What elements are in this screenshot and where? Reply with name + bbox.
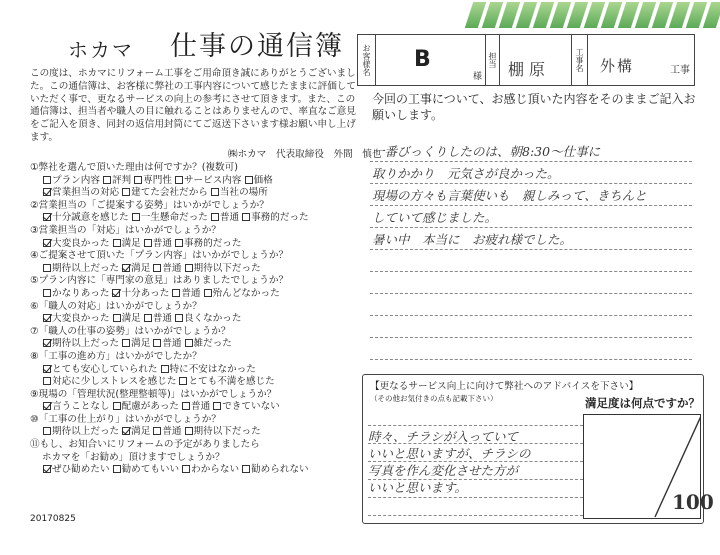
checkbox[interactable] <box>161 365 169 373</box>
question-text: ③営業担当の「対応」はいかがでしょうか？ <box>30 224 221 236</box>
checkbox[interactable] <box>113 465 121 473</box>
page-title: 仕事の通信簿 <box>170 31 344 62</box>
option-label: わからない <box>191 464 240 476</box>
option-label: 評判 <box>111 174 132 186</box>
option-row <box>30 175 360 188</box>
option-label: 普通 <box>181 287 201 299</box>
option-row <box>30 338 360 351</box>
option-row <box>30 212 360 225</box>
option-row <box>30 187 360 200</box>
option-label: 期待以上だった <box>52 262 120 274</box>
comment-line: 暑い中 本当に お疲れ様でした。 <box>372 232 573 247</box>
checked-checkbox[interactable] <box>43 188 51 196</box>
checkbox[interactable] <box>245 176 253 184</box>
customer-name: B <box>414 47 431 72</box>
option-label: 普通 <box>152 237 172 249</box>
checked-checkbox[interactable] <box>112 289 120 297</box>
checkbox[interactable] <box>175 176 183 184</box>
option-label: 当社の場所 <box>219 187 268 199</box>
checkbox[interactable] <box>213 402 221 410</box>
option-row <box>30 376 360 389</box>
checkbox[interactable] <box>153 264 161 272</box>
checkbox[interactable] <box>211 188 219 196</box>
option-label: 配慮があった <box>121 401 180 413</box>
checkbox[interactable] <box>134 176 142 184</box>
checked-checkbox[interactable] <box>43 402 51 410</box>
intro-text: この度は、ホカマにリフォーム工事をご用命頂き誠にありがとうございました。この通信簿は、お客様に弊社の工事内容について感じたままに評価していただく事で、更なるサービスの向上の参考にさせて頂きます。また、この通信簿は、担当者や職人の目に触れることはありませんので、率直なご意見をご記入を頂き、同封の返信用封筒にてご返送下さいます様お願い申し上げます。 <box>30 68 356 143</box>
work-name-cell <box>588 35 694 85</box>
checkbox[interactable] <box>172 289 180 297</box>
option-label: 対応に少しストレスを感じた <box>52 376 177 388</box>
staff-label: 担当 <box>486 35 500 85</box>
checked-checkbox[interactable] <box>43 314 51 322</box>
checked-checkbox[interactable] <box>43 365 51 373</box>
company-name: ホカマ <box>68 38 134 62</box>
checkbox[interactable] <box>242 213 250 221</box>
option-label: 期待以下だった <box>193 262 261 274</box>
checkbox[interactable] <box>175 314 183 322</box>
staff-name-cell <box>500 35 572 85</box>
checked-checkbox[interactable] <box>122 427 130 435</box>
option-label: 十分あった <box>121 287 170 299</box>
option-row <box>30 313 360 326</box>
option-row <box>30 364 360 377</box>
option-label: プラン内容 <box>52 174 100 186</box>
option-label: 期待以上だった <box>52 338 120 350</box>
customer-name-cell <box>376 35 486 85</box>
question-text: ①弊社を選んで頂いた理由は何ですか？(複数可) <box>30 162 238 173</box>
checkbox[interactable] <box>113 239 121 247</box>
option-label: 一生懸命だった <box>140 212 208 224</box>
option-label: 勧めてもいい <box>121 464 180 476</box>
advice-line: いいと思います。 <box>368 480 468 495</box>
signature: ㈱ホカマ 代表取締役 外間 慎也 <box>228 149 382 160</box>
checkbox[interactable] <box>132 213 140 221</box>
option-label: 普通 <box>162 262 182 274</box>
question-text: ⑤プラン内容に「専門家の意見」はありましたでしょうか？ <box>30 275 289 287</box>
checkbox[interactable] <box>122 188 130 196</box>
customer-label: お客様名 <box>358 35 376 85</box>
question-text: ⑨現場の「管理状況(整理整頓等)」はいかがでしょうか？ <box>30 388 277 400</box>
checkbox[interactable] <box>113 314 121 322</box>
score-value: 100 <box>672 490 714 514</box>
header-decoration <box>420 2 720 30</box>
option-label: できていない <box>222 401 280 413</box>
option-label: 殆んどなかった <box>212 287 280 299</box>
option-row <box>30 426 360 439</box>
advice-title: 【更なるサービス向上に向けて弊社へのアドバイスを下さい】 <box>370 381 639 392</box>
option-label: かなりあった <box>52 287 110 299</box>
option-label: ぜひ勧めたい <box>52 464 110 476</box>
customer-advice <box>368 428 583 496</box>
option-label: 普通 <box>152 313 172 325</box>
checkbox[interactable] <box>185 427 193 435</box>
option-row <box>30 263 360 276</box>
option-label: 事務的だった <box>251 212 309 224</box>
checkbox[interactable] <box>43 377 51 385</box>
checkbox[interactable] <box>182 402 190 410</box>
question-text: ④ご提案させて頂いた「プラン内容」はいかがでしょうか？ <box>30 250 289 262</box>
question-text: ⑦「職人の仕事の姿勢」はいかがでしょうか？ <box>30 325 231 337</box>
option-label: 普通 <box>162 338 182 350</box>
option-label: とても不満を感じた <box>188 376 275 388</box>
checkbox[interactable] <box>185 264 193 272</box>
option-row <box>30 401 360 414</box>
option-label: 良くなかった <box>183 313 242 325</box>
option-label: 満足 <box>121 237 141 249</box>
option-label: 事務的だった <box>183 237 242 249</box>
option-label: 価格 <box>253 174 273 186</box>
checkbox[interactable] <box>43 427 51 435</box>
option-label: サービス内容 <box>183 174 242 186</box>
option-row <box>30 238 360 251</box>
date-stamp: 20170825 <box>30 514 76 524</box>
customer-comment <box>372 141 702 251</box>
checked-checkbox[interactable] <box>43 465 51 473</box>
option-label: 期待以下だった <box>193 426 261 438</box>
option-label: 十分誠意を感じた <box>52 212 129 224</box>
question-text: ホカマを「お勧め」頂けますでしょうか？ <box>42 451 225 463</box>
question-text: ⑩「工事の仕上がり」はいかがでしょうか？ <box>30 413 221 425</box>
score-title: 満足度は何点ですか？ <box>585 396 700 410</box>
option-label: 満足 <box>131 262 151 274</box>
checkbox[interactable] <box>122 339 130 347</box>
option-label: 勧められない <box>251 464 309 476</box>
checkbox[interactable] <box>185 339 193 347</box>
checked-checkbox[interactable] <box>43 213 51 221</box>
checkbox[interactable] <box>144 314 152 322</box>
option-label: 言うことなし <box>52 401 110 413</box>
option-label: 期待以上だった <box>52 426 120 438</box>
option-label: 建てた会社だから <box>131 187 208 199</box>
checked-checkbox[interactable] <box>43 239 51 247</box>
checked-checkbox[interactable] <box>43 339 51 347</box>
sama-label: 様 <box>472 72 482 82</box>
question-text: ⑥「職人の対応」はいかがでしょうか？ <box>30 300 202 312</box>
option-label: 普通 <box>219 212 240 224</box>
question-list <box>30 162 360 477</box>
option-label: 普通 <box>162 426 182 438</box>
option-label: 普通 <box>191 401 211 413</box>
customer-info-table <box>357 34 695 86</box>
advice-line: 時々、チラシが入っていて <box>368 429 519 444</box>
checkbox[interactable] <box>113 402 121 410</box>
option-label: 満足 <box>121 313 141 325</box>
comment-line: 一番びっくりしたのは、朝8:30〜仕事に <box>372 144 601 159</box>
question-text: ②営業担当の「ご提案する姿勢」はいかがでしょうか？ <box>30 199 269 211</box>
checkbox[interactable] <box>103 176 111 184</box>
work-name: 外構 <box>600 57 635 75</box>
koji-label: 工事 <box>670 65 690 76</box>
option-label: 大変良かった <box>52 237 110 249</box>
advice-note: （その他お気付きの点も記載下さい） <box>370 394 498 403</box>
checkbox[interactable] <box>204 289 212 297</box>
checkbox[interactable] <box>43 176 51 184</box>
option-label: 特に不安はなかった <box>169 363 256 375</box>
checkbox[interactable] <box>43 264 51 272</box>
option-label: 満足 <box>131 426 151 438</box>
checked-checkbox[interactable] <box>122 264 130 272</box>
checkbox[interactable] <box>43 289 51 297</box>
checkbox[interactable] <box>144 239 152 247</box>
checkbox[interactable] <box>179 377 187 385</box>
checkbox[interactable] <box>153 427 161 435</box>
work-label: 工事名 <box>572 35 588 85</box>
checkbox[interactable] <box>153 339 161 347</box>
staff-name: 棚原 <box>508 60 551 79</box>
question-text: ⑧「工事の進め方」はいかがでしたか？ <box>30 350 202 362</box>
option-label: 満足 <box>131 338 151 350</box>
option-label: とても安心していられた <box>52 363 158 375</box>
option-label: 専門性 <box>143 174 172 186</box>
comment-line: 取りかかり 元気さが良かった。 <box>372 166 560 181</box>
comment-prompt: 今回の工事について、お感じ頂いた内容をそのままご記入お願いします。 <box>372 92 696 122</box>
comment-line: していて感じました。 <box>372 210 498 225</box>
checkbox[interactable] <box>242 465 250 473</box>
option-label: 営業担当の対応 <box>52 187 120 199</box>
option-label: 大変良かった <box>52 313 110 325</box>
advice-line: 写真を作ん変化させた方が <box>368 463 519 478</box>
option-label: 雑だった <box>193 338 232 350</box>
option-row <box>30 288 360 301</box>
comment-line: 現場の方々も言葉使いも 親しみって、きちんと <box>372 188 647 203</box>
checkbox[interactable] <box>175 239 183 247</box>
option-row <box>30 464 360 477</box>
checkbox[interactable] <box>211 213 219 221</box>
advice-line: いいと思いますが、チラシの <box>368 446 531 461</box>
question-text: ⑪もし、お知合いにリフォームの予定がありましたら <box>30 439 260 451</box>
checkbox[interactable] <box>182 465 190 473</box>
